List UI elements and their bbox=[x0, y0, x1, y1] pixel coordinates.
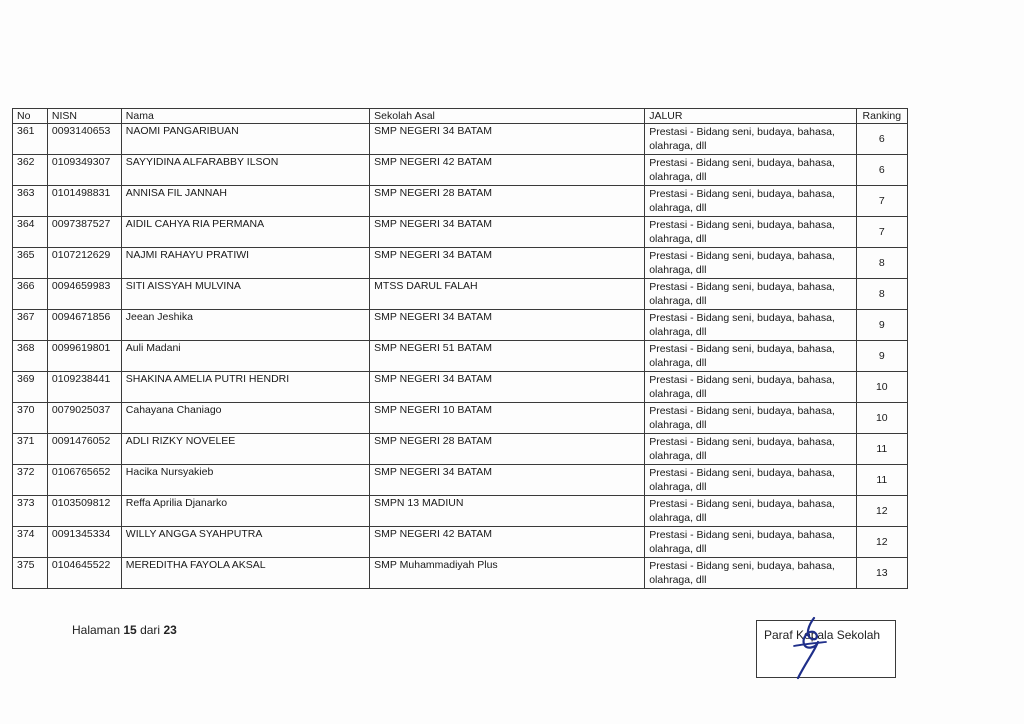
table-row bbox=[13, 496, 908, 527]
cell-jalur: Prestasi - Bidang seni, budaya, bahasa, olahraga, dll bbox=[645, 403, 856, 434]
cell-no: 366 bbox=[13, 279, 48, 310]
header-ranking: Ranking bbox=[856, 109, 907, 124]
cell-sekolah: SMPN 13 MADIUN bbox=[370, 496, 645, 527]
cell-nama: Reffa Aprilia Djanarko bbox=[121, 496, 369, 527]
cell-nisn: 0107212629 bbox=[47, 248, 121, 279]
cell-nama: ADLI RIZKY NOVELEE bbox=[121, 434, 369, 465]
cell-sekolah: SMP NEGERI 34 BATAM bbox=[370, 217, 645, 248]
cell-jalur: Prestasi - Bidang seni, budaya, bahasa, olahraga, dll bbox=[645, 279, 856, 310]
cell-nama: ANNISA FIL JANNAH bbox=[121, 186, 369, 217]
cell-ranking: 9 bbox=[856, 310, 907, 341]
cell-jalur: Prestasi - Bidang seni, budaya, bahasa, olahraga, dll bbox=[645, 465, 856, 496]
cell-nisn: 0109349307 bbox=[47, 155, 121, 186]
cell-ranking: 11 bbox=[856, 465, 907, 496]
cell-nama: SAYYIDINA ALFARABBY ILSON bbox=[121, 155, 369, 186]
cell-nama: Auli Madani bbox=[121, 341, 369, 372]
cell-jalur: Prestasi - Bidang seni, budaya, bahasa, olahraga, dll bbox=[645, 186, 856, 217]
cell-sekolah: SMP NEGERI 34 BATAM bbox=[370, 465, 645, 496]
cell-nisn: 0091345334 bbox=[47, 527, 121, 558]
cell-jalur: Prestasi - Bidang seni, budaya, bahasa, olahraga, dll bbox=[645, 496, 856, 527]
cell-nama: SHAKINA AMELIA PUTRI HENDRI bbox=[121, 372, 369, 403]
cell-no: 371 bbox=[13, 434, 48, 465]
cell-nama: WILLY ANGGA SYAHPUTRA bbox=[121, 527, 369, 558]
cell-sekolah: SMP NEGERI 34 BATAM bbox=[370, 248, 645, 279]
cell-ranking: 12 bbox=[856, 527, 907, 558]
cell-nama: AIDIL CAHYA RIA PERMANA bbox=[121, 217, 369, 248]
page-total: 23 bbox=[163, 623, 177, 637]
cell-ranking: 13 bbox=[856, 558, 907, 589]
cell-jalur: Prestasi - Bidang seni, budaya, bahasa, olahraga, dll bbox=[645, 124, 856, 155]
cell-jalur: Prestasi - Bidang seni, budaya, bahasa, olahraga, dll bbox=[645, 434, 856, 465]
cell-no: 369 bbox=[13, 372, 48, 403]
page-prefix: Halaman bbox=[72, 623, 121, 637]
cell-sekolah: SMP NEGERI 28 BATAM bbox=[370, 186, 645, 217]
cell-sekolah: SMP NEGERI 42 BATAM bbox=[370, 527, 645, 558]
table-row bbox=[13, 372, 908, 403]
cell-nisn: 0109238441 bbox=[47, 372, 121, 403]
cell-ranking: 9 bbox=[856, 341, 907, 372]
cell-nama: NAOMI PANGARIBUAN bbox=[121, 124, 369, 155]
cell-no: 374 bbox=[13, 527, 48, 558]
cell-ranking: 11 bbox=[856, 434, 907, 465]
cell-nisn: 0093140653 bbox=[47, 124, 121, 155]
table-row bbox=[13, 341, 908, 372]
cell-jalur: Prestasi - Bidang seni, budaya, bahasa, olahraga, dll bbox=[645, 527, 856, 558]
cell-no: 362 bbox=[13, 155, 48, 186]
table-body bbox=[13, 124, 908, 589]
cell-nama: MEREDITHA FAYOLA AKSAL bbox=[121, 558, 369, 589]
cell-ranking: 10 bbox=[856, 403, 907, 434]
cell-sekolah: SMP NEGERI 34 BATAM bbox=[370, 310, 645, 341]
cell-ranking: 7 bbox=[856, 186, 907, 217]
cell-jalur: Prestasi - Bidang seni, budaya, bahasa, olahraga, dll bbox=[645, 341, 856, 372]
cell-no: 364 bbox=[13, 217, 48, 248]
cell-ranking: 8 bbox=[856, 279, 907, 310]
table-row bbox=[13, 248, 908, 279]
header-sekolah: Sekolah Asal bbox=[370, 109, 645, 124]
cell-nisn: 0101498831 bbox=[47, 186, 121, 217]
cell-jalur: Prestasi - Bidang seni, budaya, bahasa, olahraga, dll bbox=[645, 558, 856, 589]
cell-nisn: 0103509812 bbox=[47, 496, 121, 527]
cell-ranking: 6 bbox=[856, 155, 907, 186]
cell-ranking: 12 bbox=[856, 496, 907, 527]
page-number bbox=[72, 623, 177, 637]
cell-no: 373 bbox=[13, 496, 48, 527]
cell-no: 367 bbox=[13, 310, 48, 341]
cell-nisn: 0091476052 bbox=[47, 434, 121, 465]
table-row bbox=[13, 186, 908, 217]
cell-jalur: Prestasi - Bidang seni, budaya, bahasa, olahraga, dll bbox=[645, 248, 856, 279]
cell-nisn: 0094671856 bbox=[47, 310, 121, 341]
cell-sekolah: SMP Muhammadiyah Plus bbox=[370, 558, 645, 589]
table-row bbox=[13, 279, 908, 310]
cell-ranking: 6 bbox=[856, 124, 907, 155]
cell-nama: SITI AISSYAH MULVINA bbox=[121, 279, 369, 310]
cell-sekolah: SMP NEGERI 51 BATAM bbox=[370, 341, 645, 372]
table-row bbox=[13, 527, 908, 558]
cell-jalur: Prestasi - Bidang seni, budaya, bahasa, olahraga, dll bbox=[645, 155, 856, 186]
table-row bbox=[13, 217, 908, 248]
cell-nisn: 0104645522 bbox=[47, 558, 121, 589]
student-table bbox=[12, 108, 908, 589]
table-header-row bbox=[13, 109, 908, 124]
header-jalur: JALUR bbox=[645, 109, 856, 124]
cell-no: 365 bbox=[13, 248, 48, 279]
header-no: No bbox=[13, 109, 48, 124]
cell-no: 372 bbox=[13, 465, 48, 496]
header-nama: Nama bbox=[121, 109, 369, 124]
cell-sekolah: SMP NEGERI 34 BATAM bbox=[370, 372, 645, 403]
cell-jalur: Prestasi - Bidang seni, budaya, bahasa, olahraga, dll bbox=[645, 372, 856, 403]
cell-nama: Hacika Nursyakieb bbox=[121, 465, 369, 496]
cell-nisn: 0099619801 bbox=[47, 341, 121, 372]
table-row bbox=[13, 124, 908, 155]
table-row bbox=[13, 558, 908, 589]
cell-nama: Cahayana Chaniago bbox=[121, 403, 369, 434]
table-row bbox=[13, 310, 908, 341]
page-middle: dari bbox=[140, 623, 161, 637]
cell-jalur: Prestasi - Bidang seni, budaya, bahasa, olahraga, dll bbox=[645, 310, 856, 341]
cell-nisn: 0097387527 bbox=[47, 217, 121, 248]
cell-sekolah: SMP NEGERI 28 BATAM bbox=[370, 434, 645, 465]
table-row bbox=[13, 465, 908, 496]
cell-sekolah: SMP NEGERI 34 BATAM bbox=[370, 124, 645, 155]
cell-ranking: 8 bbox=[856, 248, 907, 279]
cell-ranking: 10 bbox=[856, 372, 907, 403]
cell-no: 375 bbox=[13, 558, 48, 589]
cell-nisn: 0094659983 bbox=[47, 279, 121, 310]
header-nisn: NISN bbox=[47, 109, 121, 124]
cell-nama: NAJMI RAHAYU PRATIWI bbox=[121, 248, 369, 279]
signature-icon bbox=[780, 612, 840, 682]
page-current: 15 bbox=[123, 623, 137, 637]
table-row bbox=[13, 434, 908, 465]
signature-label: Paraf Kepala Sekolah bbox=[764, 628, 881, 642]
cell-sekolah: SMP NEGERI 10 BATAM bbox=[370, 403, 645, 434]
cell-jalur: Prestasi - Bidang seni, budaya, bahasa, olahraga, dll bbox=[645, 217, 856, 248]
cell-nisn: 0106765652 bbox=[47, 465, 121, 496]
table-row bbox=[13, 403, 908, 434]
cell-no: 363 bbox=[13, 186, 48, 217]
cell-sekolah: SMP NEGERI 42 BATAM bbox=[370, 155, 645, 186]
cell-nama: Jeean Jeshika bbox=[121, 310, 369, 341]
cell-no: 361 bbox=[13, 124, 48, 155]
cell-ranking: 7 bbox=[856, 217, 907, 248]
cell-sekolah: MTSS DARUL FALAH bbox=[370, 279, 645, 310]
cell-no: 368 bbox=[13, 341, 48, 372]
cell-nisn: 0079025037 bbox=[47, 403, 121, 434]
cell-no: 370 bbox=[13, 403, 48, 434]
table-row bbox=[13, 155, 908, 186]
